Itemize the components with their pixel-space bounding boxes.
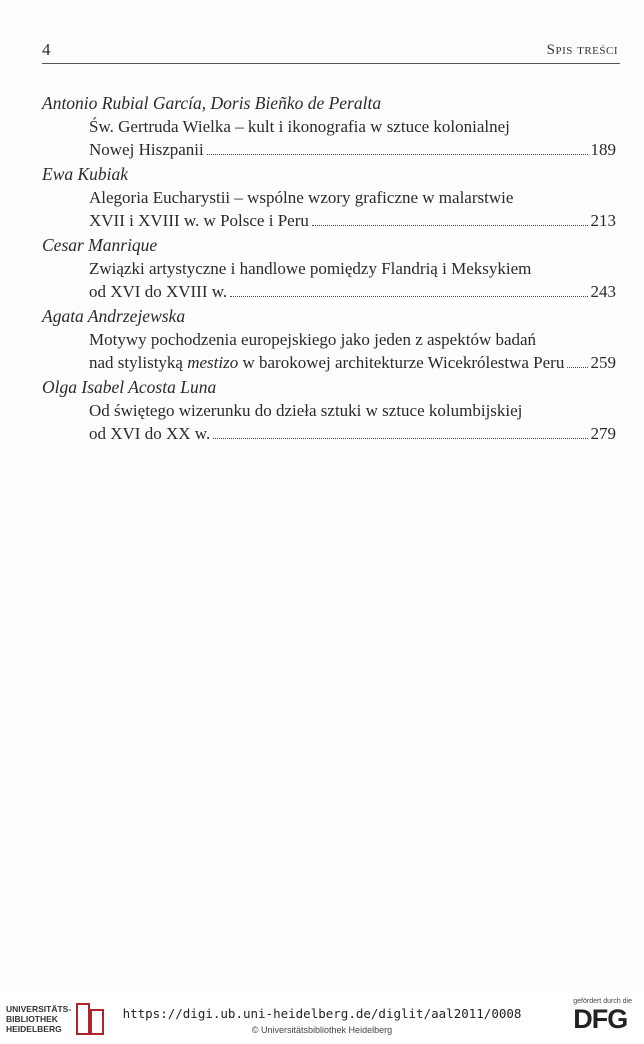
source-url-link[interactable]: https://digi.ub.uni-heidelberg.de/diglit/aal2011/0008 [122, 1006, 522, 1021]
entry-last-line [42, 280, 616, 303]
leader-dots [207, 154, 588, 155]
toc-entry [42, 92, 616, 161]
entry-title-line: Alegoria Eucharystii – wspólne wzory graficzne w malarstwie [89, 188, 514, 207]
running-head: Spis treści [546, 42, 618, 58]
copyright-text: © Universitätsbibliothek Heidelberg [251, 1025, 393, 1035]
library-logo-line: BIBLIOTHEK [6, 1014, 58, 1024]
library-logo-line: HEIDELBERG [6, 1024, 62, 1034]
entry-title-end: Nowej Hiszpanii [89, 140, 204, 159]
toc-entry [42, 376, 616, 445]
toc-entry [42, 305, 616, 374]
entry-author: Cesar Manrique [42, 235, 158, 255]
title-italic-term: mestizo [187, 353, 239, 372]
entry-author: Ewa Kubiak [42, 164, 129, 184]
entry-page-number[interactable]: 259 [590, 353, 616, 372]
leader-dots [213, 438, 587, 439]
page-number: 4 [42, 40, 51, 59]
entry-title-line: Od świętego wizerunku do dzieła sztuki w sztuce kolumbijskiej [89, 401, 523, 420]
entry-author: Antonio Rubial García, Doris Bieñko de Peralta [42, 93, 382, 113]
entry-title-end: XVII i XVIII w. w Polsce i Peru [89, 211, 309, 230]
entry-page-number[interactable]: 279 [590, 424, 616, 443]
entry-page-number[interactable]: 213 [590, 211, 616, 230]
entry-title-end: od XVI do XVIII w. [89, 282, 228, 301]
entry-title-line: Motywy pochodzenia europejskiego jako jeden z aspektów badań [89, 330, 537, 349]
library-logo-line: UNIVERSITÄTS- [6, 1004, 72, 1014]
leader-dots [312, 225, 588, 226]
entry-last-line [42, 351, 616, 374]
viewer-footer [0, 990, 644, 1044]
title-text: w barokowej architekturze Wicekrólestwa Peru [238, 353, 565, 372]
table-of-contents [42, 92, 616, 447]
title-text: nad stylistyką [89, 353, 188, 372]
entry-title-end [89, 351, 564, 374]
toc-entry [42, 234, 616, 303]
header-rule [42, 63, 620, 64]
entry-last-line [42, 422, 616, 445]
entry-title-end: od XVI do XX w. [89, 424, 211, 443]
dfg-logo[interactable] [573, 998, 632, 1033]
entry-author: Olga Isabel Acosta Luna [42, 377, 217, 397]
entry-author: Agata Andrzejewska [42, 306, 186, 326]
toc-entry [42, 163, 616, 232]
leader-dots [567, 367, 587, 368]
dfg-logo-text: DFG [573, 1004, 628, 1034]
entry-title-line: Związki artystyczne i handlowe pomiędzy Flandrią i Meksykiem [89, 259, 532, 278]
entry-page-number[interactable]: 243 [590, 282, 616, 301]
funding-note: gefördert durch die [573, 998, 632, 1005]
entry-title-line: Św. Gertruda Wielka – kult i ikonografia w sztuce kolonialnej [89, 117, 510, 136]
entry-last-line [42, 209, 616, 232]
leader-dots [230, 296, 587, 297]
entry-last-line [42, 138, 616, 161]
entry-page-number[interactable]: 189 [590, 140, 616, 159]
